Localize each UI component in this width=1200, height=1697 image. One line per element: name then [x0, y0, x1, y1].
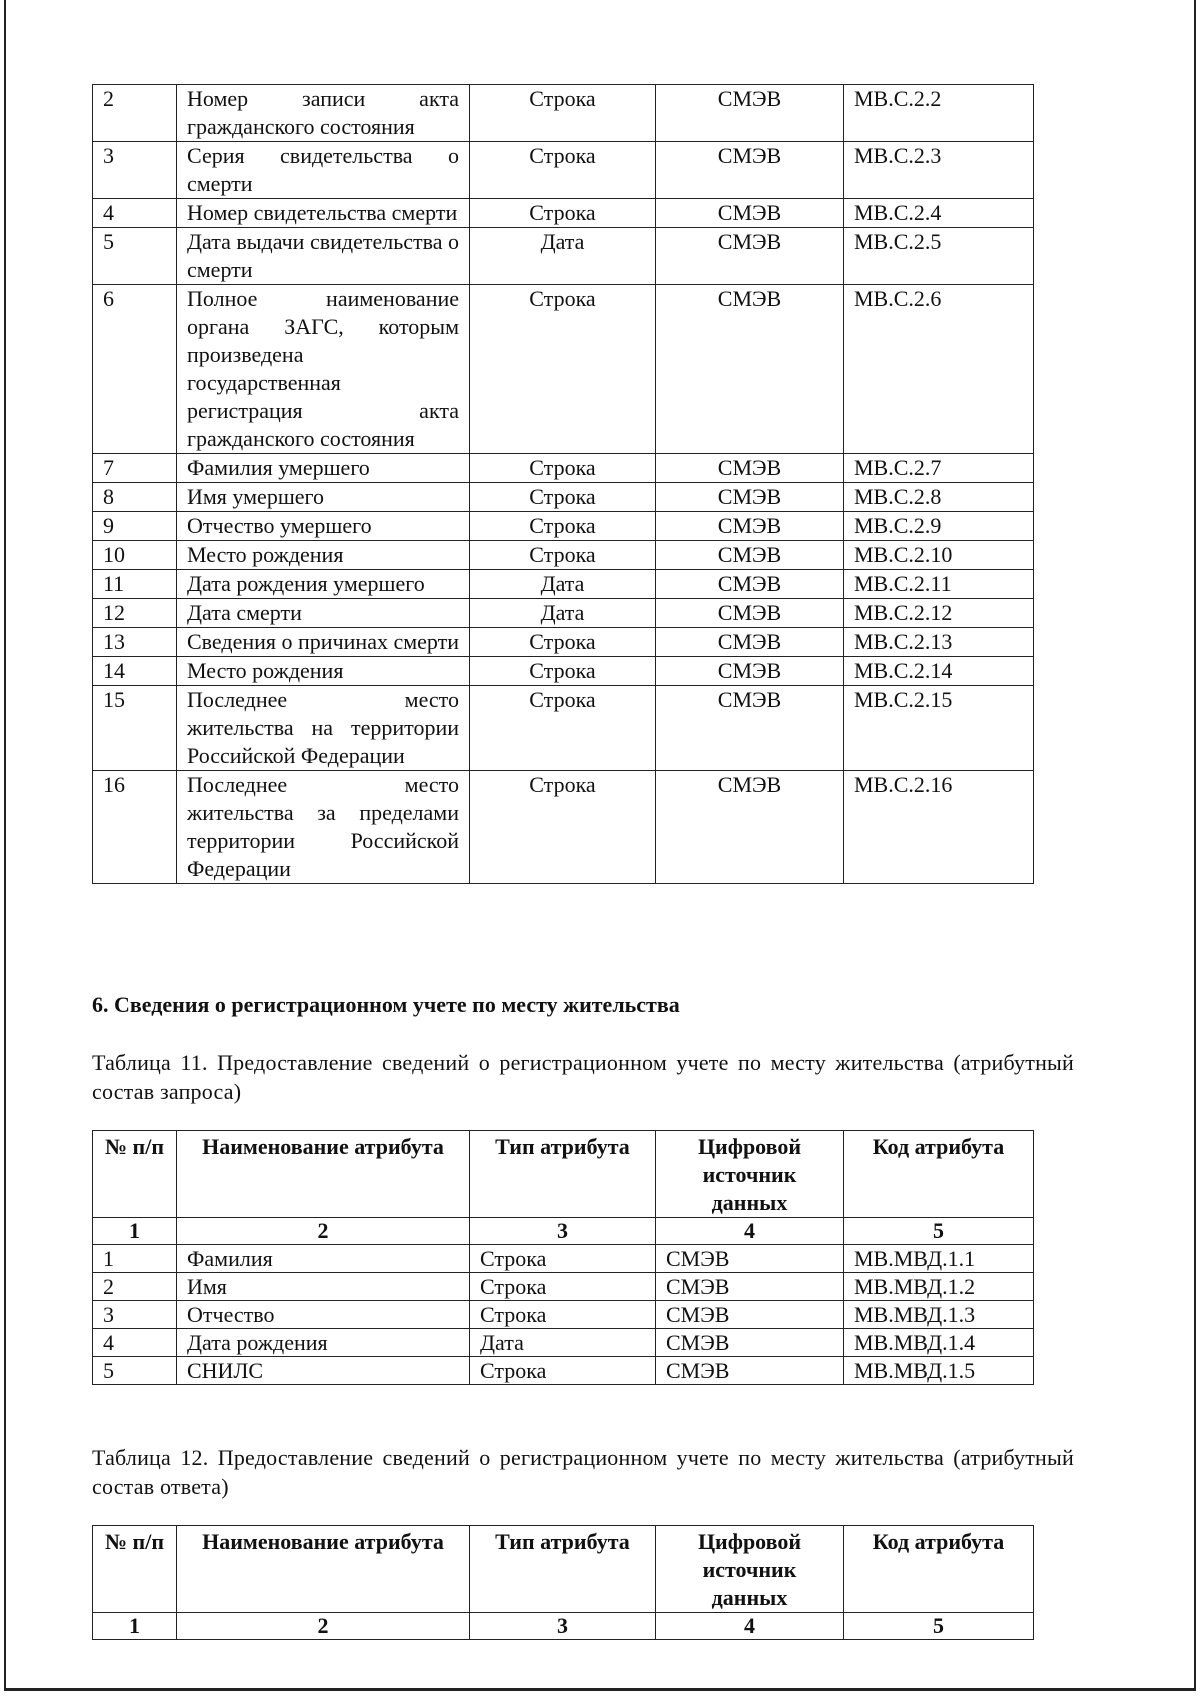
attribute-type: Строка: [470, 483, 656, 512]
attribute-code: МВ.С.2.4: [844, 199, 1034, 228]
attribute-code: МВ.С.2.15: [844, 686, 1034, 771]
table-row: [93, 85, 1034, 142]
column-header-number: № п/п: [93, 1131, 177, 1218]
table-row: [93, 1357, 1034, 1385]
attribute-name: Место рождения: [177, 657, 470, 686]
row-number: 2: [93, 1273, 177, 1301]
row-number: 7: [93, 454, 177, 483]
attribute-type: Строка: [470, 199, 656, 228]
table-row: [93, 199, 1034, 228]
column-number: 2: [177, 1218, 470, 1245]
data-source: СМЭВ: [656, 628, 844, 657]
row-number: 4: [93, 1329, 177, 1357]
table-row: [93, 1273, 1034, 1301]
attribute-name: Серия свидетельства о смерти: [177, 142, 470, 199]
data-source: СМЭВ: [656, 1273, 844, 1301]
attribute-type: Дата: [470, 1329, 656, 1357]
attribute-code: МВ.МВД.1.1: [844, 1245, 1034, 1273]
column-header-code: Код атрибута: [844, 1131, 1034, 1218]
attribute-type: Строка: [470, 285, 656, 454]
attribute-type: Строка: [470, 1245, 656, 1273]
attribute-type: Строка: [470, 628, 656, 657]
table-row: [93, 599, 1034, 628]
attribute-code: МВ.С.2.7: [844, 454, 1034, 483]
row-number: 2: [93, 85, 177, 142]
attribute-code: МВ.С.2.14: [844, 657, 1034, 686]
data-source: СМЭВ: [656, 228, 844, 285]
attribute-type: Строка: [470, 686, 656, 771]
column-header-type: Тип атрибута: [470, 1131, 656, 1218]
table11-request-attributes: [92, 1130, 1034, 1385]
table-top-body: [93, 85, 1034, 884]
column-number: 1: [93, 1218, 177, 1245]
row-number: 15: [93, 686, 177, 771]
table-row: [93, 1329, 1034, 1357]
table-row: [93, 483, 1034, 512]
data-source: СМЭВ: [656, 454, 844, 483]
attribute-code: МВ.С.2.10: [844, 541, 1034, 570]
column-header-source: Цифровой источник данных: [656, 1131, 844, 1218]
attribute-type: Дата: [470, 570, 656, 599]
column-header-name: Наименование атрибута: [177, 1131, 470, 1218]
table-row: [93, 454, 1034, 483]
attribute-name: СНИЛС: [177, 1357, 470, 1385]
table-row: [93, 541, 1034, 570]
column-number: 3: [470, 1613, 656, 1640]
column-header-name: Наименование атрибута: [177, 1526, 470, 1613]
attribute-code: МВ.С.2.13: [844, 628, 1034, 657]
data-source: СМЭВ: [656, 1329, 844, 1357]
data-source: СМЭВ: [656, 570, 844, 599]
data-source: СМЭВ: [656, 1245, 844, 1273]
column-number-row: [93, 1613, 1034, 1640]
table-row: [93, 285, 1034, 454]
column-header-code: Код атрибута: [844, 1526, 1034, 1613]
attribute-type: Строка: [470, 657, 656, 686]
table-row: [93, 1245, 1034, 1273]
attribute-code: МВ.С.2.2: [844, 85, 1034, 142]
row-number: 11: [93, 570, 177, 599]
attribute-code: МВ.С.2.11: [844, 570, 1034, 599]
data-source: СМЭВ: [656, 512, 844, 541]
column-number: 4: [656, 1218, 844, 1245]
row-number: 3: [93, 142, 177, 199]
row-number: 16: [93, 771, 177, 884]
data-source: СМЭВ: [656, 599, 844, 628]
column-number: 2: [177, 1613, 470, 1640]
attribute-name: Отчество: [177, 1301, 470, 1329]
attribute-type: Строка: [470, 1301, 656, 1329]
column-number: 1: [93, 1613, 177, 1640]
table-row: [93, 142, 1034, 199]
table-row: [93, 628, 1034, 657]
attribute-code: МВ.С.2.8: [844, 483, 1034, 512]
row-number: 13: [93, 628, 177, 657]
table-row: [93, 570, 1034, 599]
column-number: 5: [844, 1613, 1034, 1640]
data-source: СМЭВ: [656, 1301, 844, 1329]
data-source: СМЭВ: [656, 142, 844, 199]
data-source: СМЭВ: [656, 657, 844, 686]
table-row: [93, 512, 1034, 541]
attribute-name: Фамилия: [177, 1245, 470, 1273]
attribute-name: Номер записи акта гражданского состояния: [177, 85, 470, 142]
data-source: СМЭВ: [656, 771, 844, 884]
data-source: СМЭВ: [656, 483, 844, 512]
row-number: 10: [93, 541, 177, 570]
column-header-source: Цифровой источник данных: [656, 1526, 844, 1613]
attribute-type: Строка: [470, 142, 656, 199]
table11-caption: Таблица 11. Предоставление сведений о регистрационном учете по месту жительства (атрибутный состав запроса): [92, 1050, 1074, 1104]
data-source: СМЭВ: [656, 686, 844, 771]
attribute-name: Дата выдачи свидетельства о смерти: [177, 228, 470, 285]
table12-caption: Таблица 12. Предоставление сведений о регистрационном учете по месту жительства (атрибутный состав ответа): [92, 1445, 1074, 1499]
table-header-row: [93, 1526, 1034, 1613]
attribute-name: Имя: [177, 1273, 470, 1301]
data-source: СМЭВ: [656, 199, 844, 228]
attribute-code: МВ.МВД.1.2: [844, 1273, 1034, 1301]
attribute-name: Дата смерти: [177, 599, 470, 628]
attribute-name: Дата рождения: [177, 1329, 470, 1357]
row-number: 5: [93, 1357, 177, 1385]
data-source: СМЭВ: [656, 1357, 844, 1385]
column-number: 4: [656, 1613, 844, 1640]
attribute-type: Строка: [470, 1273, 656, 1301]
attribute-type: Строка: [470, 771, 656, 884]
column-number: 5: [844, 1218, 1034, 1245]
attribute-code: МВ.С.2.9: [844, 512, 1034, 541]
column-header-type: Тип атрибута: [470, 1526, 656, 1613]
attribute-code: МВ.С.2.16: [844, 771, 1034, 884]
column-header-number: № п/п: [93, 1526, 177, 1613]
row-number: 4: [93, 199, 177, 228]
column-number: 3: [470, 1218, 656, 1245]
attribute-name: Имя умершего: [177, 483, 470, 512]
attribute-type: Строка: [470, 454, 656, 483]
attribute-type: Строка: [470, 541, 656, 570]
table12-response-attributes: [92, 1525, 1034, 1640]
attribute-name: Отчество умершего: [177, 512, 470, 541]
attribute-name: Полное наименование органа ЗАГС, которым произведена государственная регистрация акта гражданского состояния: [177, 285, 470, 454]
attribute-type: Строка: [470, 512, 656, 541]
table-row: [93, 1301, 1034, 1329]
row-number: 8: [93, 483, 177, 512]
data-source: СМЭВ: [656, 285, 844, 454]
column-number-row: [93, 1218, 1034, 1245]
table-row: [93, 657, 1034, 686]
data-source: СМЭВ: [656, 541, 844, 570]
attribute-type: Дата: [470, 599, 656, 628]
table-death-registration-attributes: [92, 84, 1034, 884]
row-number: 14: [93, 657, 177, 686]
attribute-code: МВ.МВД.1.5: [844, 1357, 1034, 1385]
table-row: [93, 228, 1034, 285]
row-number: 12: [93, 599, 177, 628]
attribute-name: Сведения о причинах смерти: [177, 628, 470, 657]
table-row: [93, 771, 1034, 884]
attribute-type: Строка: [470, 1357, 656, 1385]
attribute-name: Последнее место жительства за пределами территории Российской Федерации: [177, 771, 470, 884]
row-number: 6: [93, 285, 177, 454]
table-header-row: [93, 1131, 1034, 1218]
data-source: СМЭВ: [656, 85, 844, 142]
attribute-name: Фамилия умершего: [177, 454, 470, 483]
attribute-code: МВ.МВД.1.3: [844, 1301, 1034, 1329]
attribute-code: МВ.С.2.3: [844, 142, 1034, 199]
attribute-code: МВ.С.2.12: [844, 599, 1034, 628]
table-row: [93, 686, 1034, 771]
attribute-name: Последнее место жительства на территории Российской Федерации: [177, 686, 470, 771]
attribute-name: Номер свидетельства смерти: [177, 199, 470, 228]
attribute-type: Строка: [470, 85, 656, 142]
attribute-code: МВ.С.2.6: [844, 285, 1034, 454]
row-number: 3: [93, 1301, 177, 1329]
row-number: 5: [93, 228, 177, 285]
attribute-name: Место рождения: [177, 541, 470, 570]
attribute-type: Дата: [470, 228, 656, 285]
section-heading: 6. Сведения о регистрационном учете по месту жительства: [92, 992, 680, 1017]
attribute-code: МВ.МВД.1.4: [844, 1329, 1034, 1357]
attribute-name: Дата рождения умершего: [177, 570, 470, 599]
row-number: 9: [93, 512, 177, 541]
attribute-code: МВ.С.2.5: [844, 228, 1034, 285]
row-number: 1: [93, 1245, 177, 1273]
